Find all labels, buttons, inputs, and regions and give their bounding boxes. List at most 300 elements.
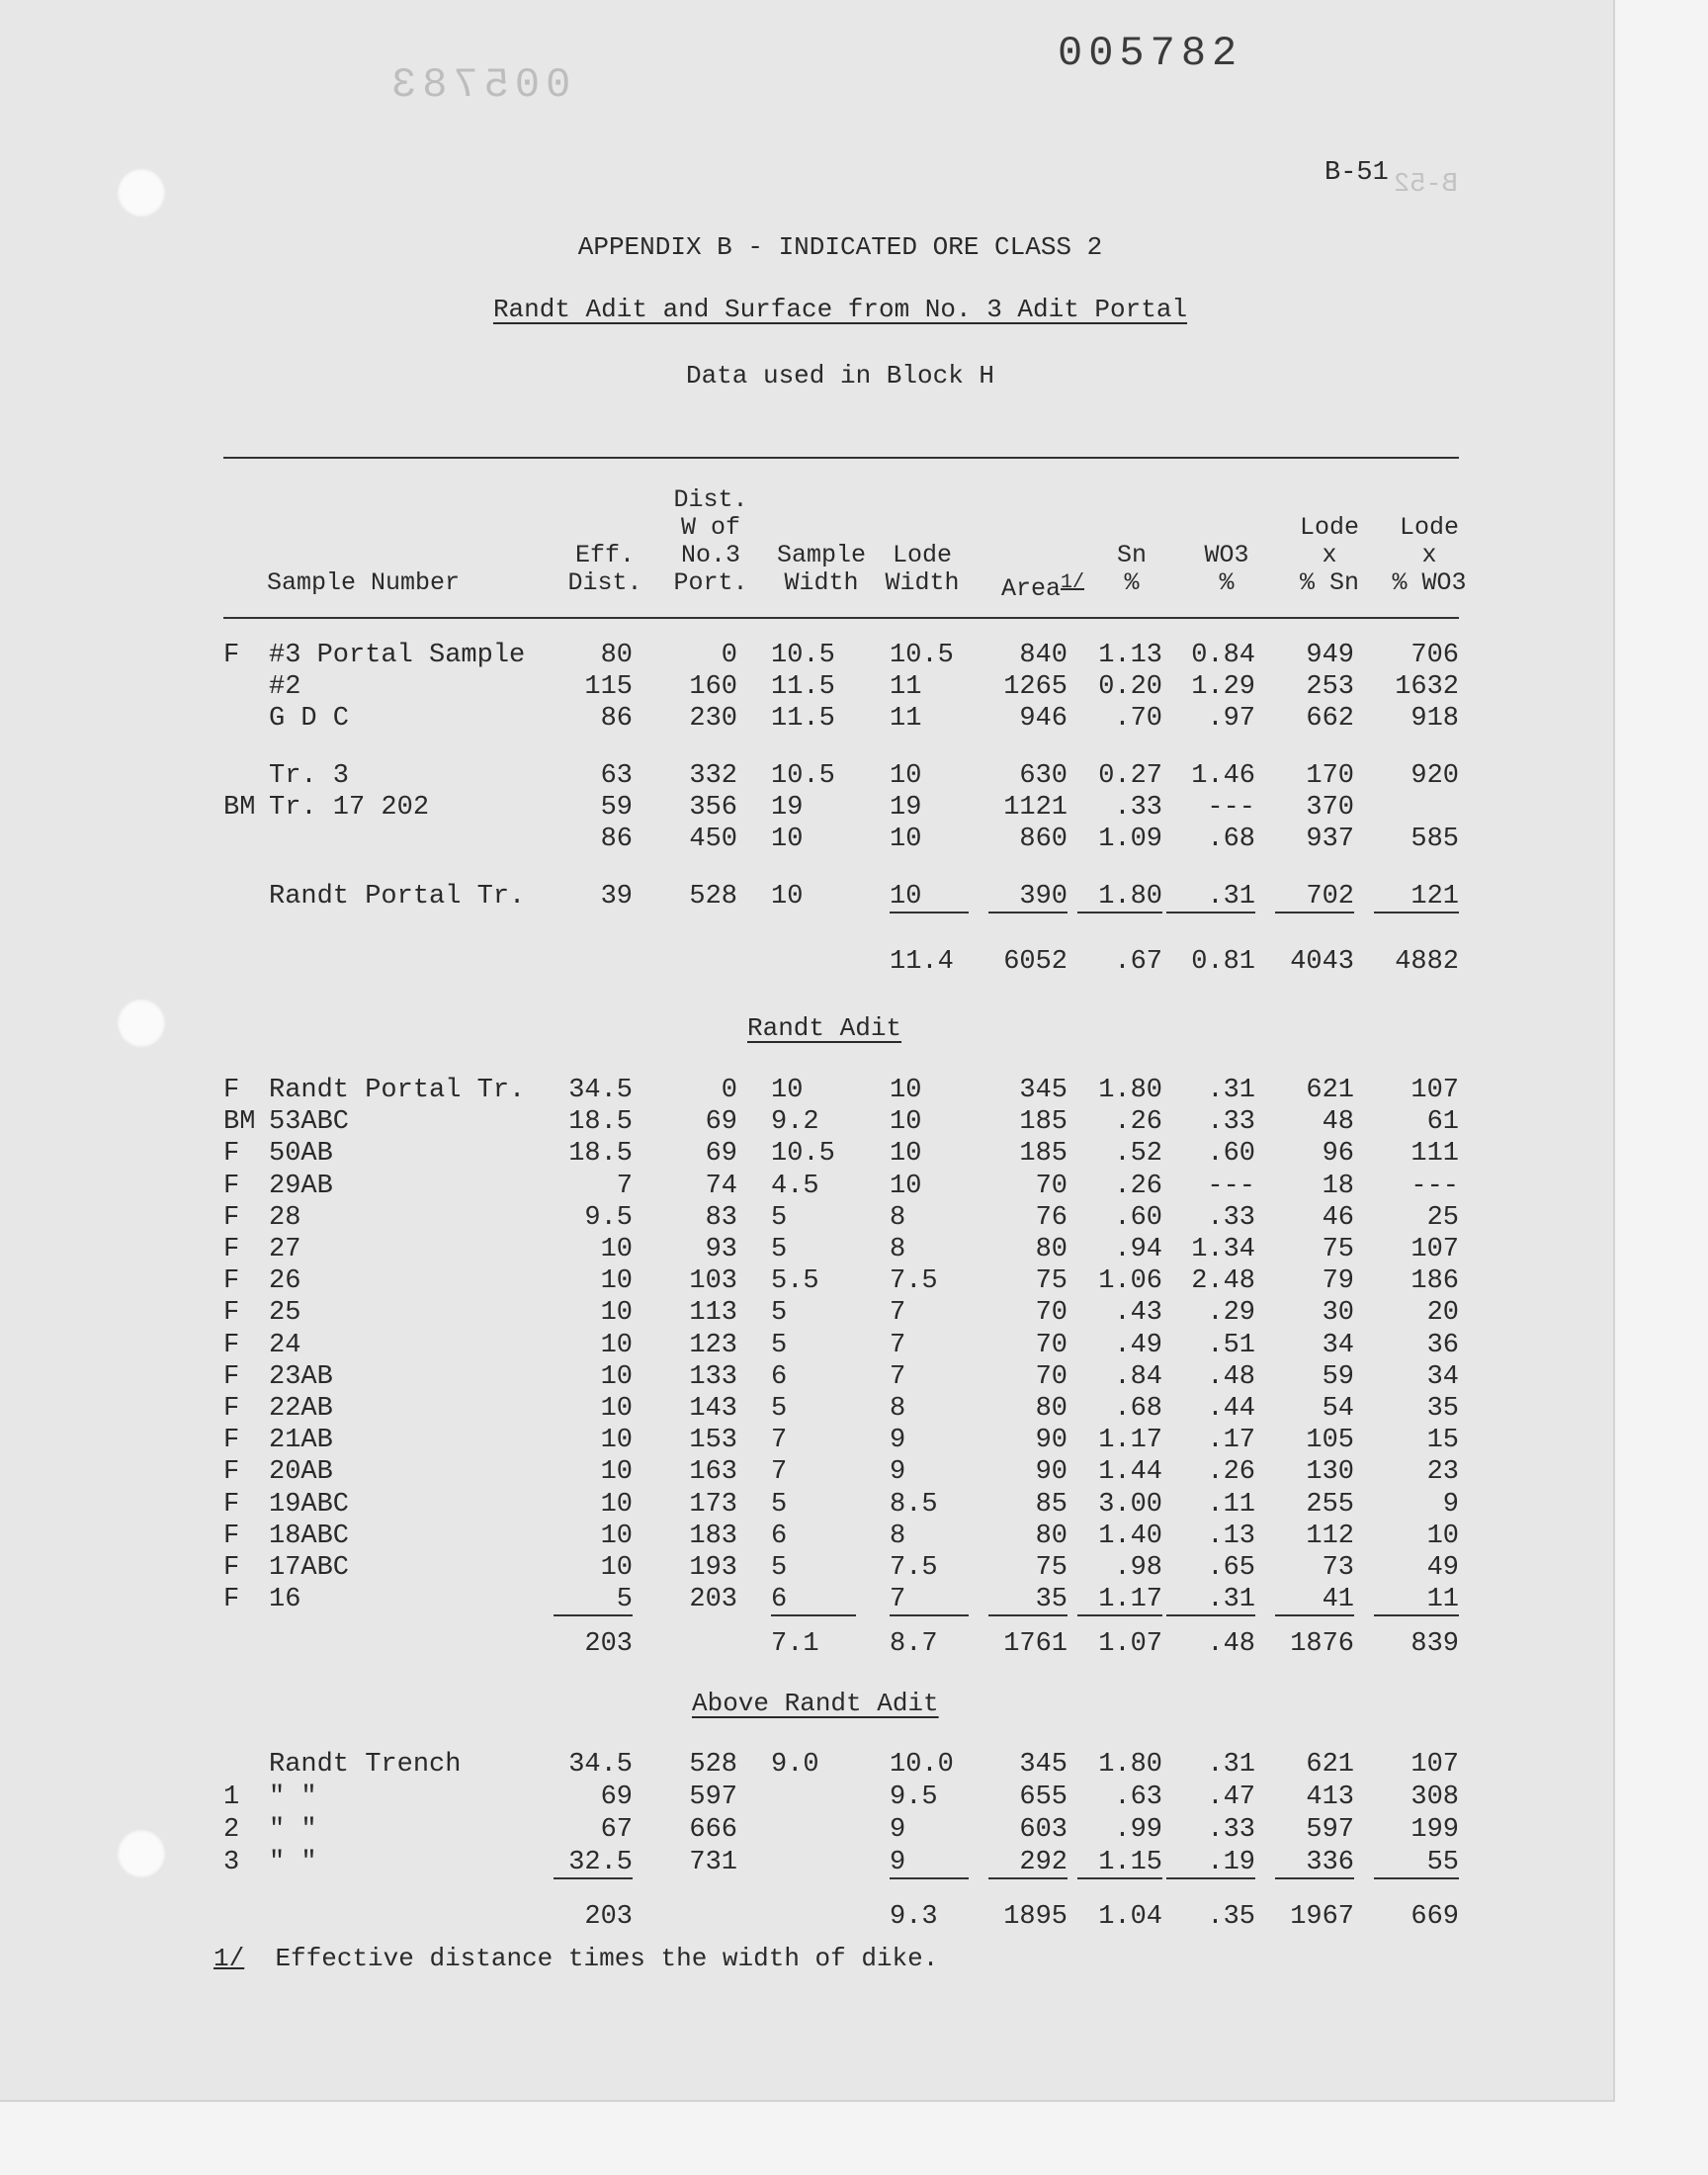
cell-eff: 10 xyxy=(600,1298,633,1328)
cell-wo3: .31 xyxy=(1166,882,1255,914)
cell-wo3: .44 xyxy=(1207,1394,1255,1424)
cell-pre: 1 xyxy=(223,1783,240,1812)
cell-area: 80 xyxy=(1035,1235,1068,1264)
cell-pre: F xyxy=(223,1394,240,1424)
cell-dist: 123 xyxy=(689,1331,737,1360)
cell-eff: 7 xyxy=(616,1172,633,1201)
cell-area: 1895 xyxy=(1003,1902,1068,1932)
cell-lw: 11 xyxy=(890,704,922,734)
cell-area: 630 xyxy=(1019,761,1068,791)
cell-sw: 10.5 xyxy=(771,641,835,670)
cell-name: 28 xyxy=(269,1203,301,1233)
cell-dist: 173 xyxy=(689,1490,737,1520)
cell-lsn: 4043 xyxy=(1290,947,1354,977)
cell-pre: F xyxy=(223,1235,240,1264)
cell-sw: 7 xyxy=(771,1457,788,1487)
cell-wo3: .33 xyxy=(1207,1203,1255,1233)
cell-wo3: .51 xyxy=(1207,1331,1255,1360)
cell-lw: 10 xyxy=(890,1107,922,1137)
cell-lwo3: 107 xyxy=(1410,1750,1459,1780)
cell-lwo3: 4882 xyxy=(1395,947,1459,977)
cell-eff: 10 xyxy=(600,1457,633,1487)
cell-lsn: 253 xyxy=(1306,672,1354,702)
header-sample-number: Sample Number xyxy=(267,568,461,597)
cell-area: 1265 xyxy=(1003,672,1068,702)
header-area: Area$^{1/}$ xyxy=(1000,571,1085,603)
header-wo3: WO3 % xyxy=(1204,541,1249,597)
cell-sw: 5 xyxy=(771,1298,788,1328)
cell-pre: F xyxy=(223,1331,240,1360)
cell-name: 50AB xyxy=(269,1139,333,1169)
cell-lsn: 112 xyxy=(1306,1522,1354,1551)
cell-area: 1761 xyxy=(1003,1629,1068,1659)
cell-area: 85 xyxy=(1035,1490,1068,1520)
cell-sn: 1.40 xyxy=(1098,1522,1162,1551)
cell-lwo3: 107 xyxy=(1410,1235,1459,1264)
cell-pre: F xyxy=(223,1266,240,1296)
cell-pre: F xyxy=(223,1490,240,1520)
cell-eff: 10 xyxy=(600,1490,633,1520)
cell-lw: 11 xyxy=(890,672,922,702)
cell-sw: 10 xyxy=(771,1076,804,1105)
cell-lwo3: --- xyxy=(1410,1172,1459,1201)
cell-name: " " xyxy=(269,1815,317,1845)
cell-pre: F xyxy=(223,1203,240,1233)
cell-wo3: .31 xyxy=(1207,1750,1255,1780)
table-subtitle: Randt Adit and Surface from No. 3 Adit Portal xyxy=(492,295,1188,324)
cell-pre: BM xyxy=(223,793,256,823)
cell-lsn: 75 xyxy=(1322,1235,1354,1264)
cell-dist: 69 xyxy=(705,1139,737,1169)
cell-lw: 7 xyxy=(890,1362,906,1392)
cell-lsn: 48 xyxy=(1322,1107,1354,1137)
cell-sn: 1.80 xyxy=(1077,882,1162,914)
cell-lwo3: 669 xyxy=(1410,1902,1459,1932)
cell-name: Tr. 17 202 xyxy=(269,793,430,823)
cell-lsn: 96 xyxy=(1322,1139,1354,1169)
cell-lsn: 34 xyxy=(1322,1331,1354,1360)
cell-name: 20AB xyxy=(269,1457,333,1487)
cell-name: #3 Portal Sample xyxy=(269,641,526,670)
cell-sn: 1.06 xyxy=(1098,1266,1162,1296)
cell-sw: 19 xyxy=(771,793,804,823)
cell-sn: 1.04 xyxy=(1098,1902,1162,1932)
cell-pre: F xyxy=(223,1553,240,1583)
cell-wo3: .19 xyxy=(1166,1848,1255,1879)
cell-lsn: 370 xyxy=(1306,793,1354,823)
cell-area: 70 xyxy=(1035,1331,1068,1360)
cell-dist: 528 xyxy=(689,1750,737,1780)
cell-name: Randt Portal Tr. xyxy=(269,1076,526,1105)
cell-lwo3: 10 xyxy=(1426,1522,1459,1551)
cell-lsn: 937 xyxy=(1306,825,1354,854)
cell-wo3: 0.81 xyxy=(1191,947,1255,977)
cell-dist: 0 xyxy=(721,1076,737,1105)
cell-eff: 10 xyxy=(600,1266,633,1296)
table-subtitle-2: Data used in Block H xyxy=(685,361,995,391)
cell-dist: 160 xyxy=(689,672,737,702)
cell-sw: 10.5 xyxy=(771,1139,835,1169)
cell-name: 22AB xyxy=(269,1394,333,1424)
cell-eff: 18.5 xyxy=(568,1139,633,1169)
cell-dist: 666 xyxy=(689,1815,737,1845)
cell-area: 6052 xyxy=(1003,947,1068,977)
cell-lwo3: 9 xyxy=(1442,1490,1459,1520)
cell-dist: 103 xyxy=(689,1266,737,1296)
cell-lwo3: 35 xyxy=(1426,1394,1459,1424)
cell-name: 26 xyxy=(269,1266,301,1296)
cell-lwo3: 918 xyxy=(1410,704,1459,734)
cell-area: 90 xyxy=(1035,1457,1068,1487)
cell-dist: 133 xyxy=(689,1362,737,1392)
cell-area: 35 xyxy=(988,1585,1068,1616)
cell-eff: 67 xyxy=(600,1815,633,1845)
cell-area: 80 xyxy=(1035,1522,1068,1551)
cell-lw: 8.7 xyxy=(890,1629,938,1659)
cell-lsn: 41 xyxy=(1275,1585,1354,1616)
cell-lwo3: 1632 xyxy=(1395,672,1459,702)
cell-wo3: .48 xyxy=(1207,1362,1255,1392)
cell-lw: 10 xyxy=(890,761,922,791)
cell-sn: .33 xyxy=(1114,793,1162,823)
cell-lsn: 1876 xyxy=(1290,1629,1354,1659)
cell-dist: 69 xyxy=(705,1107,737,1137)
cell-lsn: 105 xyxy=(1306,1426,1354,1455)
cell-name: Tr. 3 xyxy=(269,761,350,791)
cell-area: 946 xyxy=(1019,704,1068,734)
cell-sw: 5 xyxy=(771,1490,788,1520)
header-top-rule xyxy=(223,457,1459,459)
cell-lw: 10 xyxy=(890,825,922,854)
cell-sn: .26 xyxy=(1114,1107,1162,1137)
cell-lw: 8 xyxy=(890,1235,906,1264)
cell-lw: 7 xyxy=(890,1331,906,1360)
cell-lwo3: 25 xyxy=(1426,1203,1459,1233)
cell-lwo3: 15 xyxy=(1426,1426,1459,1455)
cell-eff: 32.5 xyxy=(554,1848,633,1879)
ghost-page-reference: B-52 xyxy=(1394,170,1458,200)
cell-sn: .68 xyxy=(1114,1394,1162,1424)
cell-wo3: --- xyxy=(1207,1172,1255,1201)
cell-pre: 2 xyxy=(223,1815,240,1845)
cell-wo3: .17 xyxy=(1207,1426,1255,1455)
cell-lwo3: 49 xyxy=(1426,1553,1459,1583)
cell-dist: 163 xyxy=(689,1457,737,1487)
cell-sw: 5 xyxy=(771,1203,788,1233)
cell-sn: .98 xyxy=(1114,1553,1162,1583)
cell-sn: .94 xyxy=(1114,1235,1162,1264)
cell-wo3: .68 xyxy=(1207,825,1255,854)
cell-lw: 9 xyxy=(890,1457,906,1487)
cell-dist: 230 xyxy=(689,704,737,734)
cell-pre: F xyxy=(223,1522,240,1551)
cell-wo3: .97 xyxy=(1207,704,1255,734)
cell-lwo3: 920 xyxy=(1410,761,1459,791)
cell-eff: 10 xyxy=(600,1235,633,1264)
cell-lwo3: 34 xyxy=(1426,1362,1459,1392)
cell-dist: 203 xyxy=(689,1585,737,1614)
cell-lwo3: 706 xyxy=(1410,641,1459,670)
cell-eff: 203 xyxy=(584,1629,633,1659)
cell-name: Randt Portal Tr. xyxy=(269,882,526,912)
cell-wo3: 0.84 xyxy=(1191,641,1255,670)
cell-sn: 0.20 xyxy=(1098,672,1162,702)
cell-sn: .63 xyxy=(1114,1783,1162,1812)
cell-pre: F xyxy=(223,1139,240,1169)
cell-area: 292 xyxy=(988,1848,1068,1879)
cell-lsn: 130 xyxy=(1306,1457,1354,1487)
cell-area: 345 xyxy=(1019,1076,1068,1105)
cell-area: 75 xyxy=(1035,1266,1068,1296)
cell-sn: .49 xyxy=(1114,1331,1162,1360)
cell-sw: 5 xyxy=(771,1331,788,1360)
page-reference: B-51 xyxy=(1324,158,1389,188)
cell-lsn: 597 xyxy=(1306,1815,1354,1845)
cell-dist: 450 xyxy=(689,825,737,854)
cell-dist: 113 xyxy=(689,1298,737,1328)
cell-sw: 6 xyxy=(771,1522,788,1551)
cell-name: 21AB xyxy=(269,1426,333,1455)
cell-area: 90 xyxy=(1035,1426,1068,1455)
cell-sn: 3.00 xyxy=(1098,1490,1162,1520)
cell-wo3: 1.29 xyxy=(1191,672,1255,702)
cell-lwo3: 839 xyxy=(1410,1629,1459,1659)
cell-sn: .70 xyxy=(1114,704,1162,734)
cell-name: " " xyxy=(269,1783,317,1812)
cell-name: 24 xyxy=(269,1331,301,1360)
cell-pre: F xyxy=(223,1426,240,1455)
cell-wo3: .33 xyxy=(1207,1107,1255,1137)
cell-lsn: 336 xyxy=(1275,1848,1354,1879)
punch-hole xyxy=(117,1829,166,1878)
cell-lw: 10 xyxy=(890,1139,922,1169)
cell-sw: 4.5 xyxy=(771,1172,819,1201)
cell-area: 860 xyxy=(1019,825,1068,854)
cell-area: 185 xyxy=(1019,1139,1068,1169)
cell-lwo3: 186 xyxy=(1410,1266,1459,1296)
cell-sn: 1.07 xyxy=(1098,1629,1162,1659)
cell-sn: 1.80 xyxy=(1098,1750,1162,1780)
cell-lwo3: 36 xyxy=(1426,1331,1459,1360)
header-sample-width: Sample Width xyxy=(776,541,866,597)
cell-sn: .84 xyxy=(1114,1362,1162,1392)
cell-wo3: 2.48 xyxy=(1191,1266,1255,1296)
cell-lwo3: 23 xyxy=(1426,1457,1459,1487)
cell-eff: 69 xyxy=(600,1783,633,1812)
cell-dist: 332 xyxy=(689,761,737,791)
punch-hole xyxy=(117,999,166,1048)
cell-eff: 10 xyxy=(600,1331,633,1360)
cell-name: 18ABC xyxy=(269,1522,350,1551)
cell-sw: 7.1 xyxy=(771,1629,819,1659)
cell-sn: .99 xyxy=(1114,1815,1162,1845)
cell-area: 70 xyxy=(1035,1362,1068,1392)
cell-pre: F xyxy=(223,1172,240,1201)
cell-eff: 34.5 xyxy=(568,1076,633,1105)
cell-eff: 86 xyxy=(600,704,633,734)
cell-sn: .60 xyxy=(1114,1203,1162,1233)
cell-lsn: 702 xyxy=(1275,882,1354,914)
cell-area: 80 xyxy=(1035,1394,1068,1424)
cell-lwo3: 121 xyxy=(1374,882,1459,914)
cell-lw: 8.5 xyxy=(890,1490,938,1520)
cell-lw: 10 xyxy=(890,1172,922,1201)
cell-lsn: 662 xyxy=(1306,704,1354,734)
cell-lsn: 30 xyxy=(1322,1298,1354,1328)
cell-eff: 10 xyxy=(600,1522,633,1551)
cell-lw: 7.5 xyxy=(890,1553,938,1583)
footnote: 1/ Effective distance times the width of dike. xyxy=(214,1944,939,1973)
cell-dist: 153 xyxy=(689,1426,737,1455)
header-bottom-rule xyxy=(223,617,1459,619)
cell-eff: 86 xyxy=(600,825,633,854)
cell-wo3: .26 xyxy=(1207,1457,1255,1487)
cell-lsn: 59 xyxy=(1322,1362,1354,1392)
cell-eff: 59 xyxy=(600,793,633,823)
cell-sn: 1.13 xyxy=(1098,641,1162,670)
cell-sw: 5.5 xyxy=(771,1266,819,1296)
cell-eff: 34.5 xyxy=(568,1750,633,1780)
header-lode-sn: Lode x % Sn xyxy=(1299,513,1359,597)
cell-sw: 11.5 xyxy=(771,672,835,702)
cell-lw: 8 xyxy=(890,1394,906,1424)
cell-lw: 9 xyxy=(890,1848,969,1879)
cell-lw: 9.3 xyxy=(890,1902,938,1932)
cell-area: 345 xyxy=(1019,1750,1068,1780)
document-number: 005782 xyxy=(1058,30,1243,77)
cell-area: 390 xyxy=(988,882,1068,914)
cell-eff: 203 xyxy=(584,1902,633,1932)
cell-lsn: 73 xyxy=(1322,1553,1354,1583)
cell-wo3: 1.34 xyxy=(1191,1235,1255,1264)
cell-eff: 5 xyxy=(554,1585,633,1616)
cell-sn: 1.09 xyxy=(1098,825,1162,854)
cell-sw: 5 xyxy=(771,1394,788,1424)
cell-lsn: 621 xyxy=(1306,1750,1354,1780)
cell-sn: 0.27 xyxy=(1098,761,1162,791)
cell-sw: 10 xyxy=(771,882,804,912)
cell-dist: 93 xyxy=(705,1235,737,1264)
cell-eff: 80 xyxy=(600,641,633,670)
cell-lw: 10 xyxy=(890,882,969,914)
cell-lsn: 255 xyxy=(1306,1490,1354,1520)
cell-sw: 5 xyxy=(771,1235,788,1264)
cell-lwo3: 308 xyxy=(1410,1783,1459,1812)
cell-lwo3: 61 xyxy=(1426,1107,1459,1137)
header-dist-w-port: Dist. W of No.3 Port. xyxy=(673,485,748,597)
cell-sw: 5 xyxy=(771,1553,788,1583)
cell-name: 53ABC xyxy=(269,1107,350,1137)
cell-wo3: .11 xyxy=(1207,1490,1255,1520)
cell-lw: 10.0 xyxy=(890,1750,954,1780)
header-eff-dist: Eff. Dist. xyxy=(567,541,642,597)
cell-dist: 83 xyxy=(705,1203,737,1233)
cell-sn: 1.44 xyxy=(1098,1457,1162,1487)
cell-area: 655 xyxy=(1019,1783,1068,1812)
cell-lw: 11.4 xyxy=(890,947,954,977)
cell-lsn: 54 xyxy=(1322,1394,1354,1424)
cell-lwo3: 111 xyxy=(1410,1139,1459,1169)
cell-lw: 19 xyxy=(890,793,922,823)
cell-dist: 356 xyxy=(689,793,737,823)
cell-name: 29AB xyxy=(269,1172,333,1201)
cell-lsn: 170 xyxy=(1306,761,1354,791)
appendix-title: APPENDIX B - INDICATED ORE CLASS 2 xyxy=(577,232,1103,262)
cell-lw: 9 xyxy=(890,1426,906,1455)
cell-eff: 10 xyxy=(600,1426,633,1455)
cell-dist: 528 xyxy=(689,882,737,912)
cell-lw: 10.5 xyxy=(890,641,954,670)
cell-area: 840 xyxy=(1019,641,1068,670)
cell-sw: 10.5 xyxy=(771,761,835,791)
cell-dist: 74 xyxy=(705,1172,737,1201)
cell-name: #2 xyxy=(269,672,301,702)
cell-dist: 193 xyxy=(689,1553,737,1583)
header-sn: Sn % xyxy=(1116,541,1147,597)
cell-pre: F xyxy=(223,1076,240,1105)
cell-sw: 9.0 xyxy=(771,1750,819,1780)
cell-dist: 143 xyxy=(689,1394,737,1424)
cell-sn: 1.80 xyxy=(1098,1076,1162,1105)
cell-name: 19ABC xyxy=(269,1490,350,1520)
cell-name: " " xyxy=(269,1848,317,1877)
cell-dist: 597 xyxy=(689,1783,737,1812)
cell-lw: 10 xyxy=(890,1076,922,1105)
cell-wo3: --- xyxy=(1207,793,1255,823)
cell-area: 76 xyxy=(1035,1203,1068,1233)
cell-sn: 1.17 xyxy=(1098,1426,1162,1455)
cell-eff: 10 xyxy=(600,1553,633,1583)
cell-lw: 9 xyxy=(890,1815,906,1845)
cell-lsn: 79 xyxy=(1322,1266,1354,1296)
cell-lw: 7.5 xyxy=(890,1266,938,1296)
cell-wo3: .47 xyxy=(1207,1783,1255,1812)
cell-area: 75 xyxy=(1035,1553,1068,1583)
cell-lsn: 46 xyxy=(1322,1203,1354,1233)
cell-wo3: .31 xyxy=(1166,1585,1255,1616)
cell-sn: .43 xyxy=(1114,1298,1162,1328)
cell-wo3: .48 xyxy=(1207,1629,1255,1659)
cell-name: 16 xyxy=(269,1585,301,1614)
cell-pre: F xyxy=(223,1585,240,1614)
cell-lwo3: 11 xyxy=(1374,1585,1459,1616)
cell-pre: F xyxy=(223,641,240,670)
cell-area: 70 xyxy=(1035,1172,1068,1201)
ghost-document-number: 005783 xyxy=(385,61,571,109)
cell-eff: 18.5 xyxy=(568,1107,633,1137)
cell-lwo3: 55 xyxy=(1374,1848,1459,1879)
cell-name: 27 xyxy=(269,1235,301,1264)
cell-area: 185 xyxy=(1019,1107,1068,1137)
cell-lsn: 1967 xyxy=(1290,1902,1354,1932)
cell-wo3: .29 xyxy=(1207,1298,1255,1328)
cell-name: Randt Trench xyxy=(269,1750,462,1780)
cell-lw: 9.5 xyxy=(890,1783,938,1812)
cell-wo3: .13 xyxy=(1207,1522,1255,1551)
cell-name: G D C xyxy=(269,704,350,734)
cell-lsn: 949 xyxy=(1306,641,1354,670)
cell-sw: 6 xyxy=(771,1362,788,1392)
cell-wo3: .60 xyxy=(1207,1139,1255,1169)
cell-wo3: 1.46 xyxy=(1191,761,1255,791)
cell-sn: .52 xyxy=(1114,1139,1162,1169)
cell-sw: 11.5 xyxy=(771,704,835,734)
cell-sn: .26 xyxy=(1114,1172,1162,1201)
cell-sw: 9.2 xyxy=(771,1107,819,1137)
cell-lw: 8 xyxy=(890,1203,906,1233)
section-randt-adit: Randt Adit xyxy=(747,1013,902,1043)
cell-name: 25 xyxy=(269,1298,301,1328)
